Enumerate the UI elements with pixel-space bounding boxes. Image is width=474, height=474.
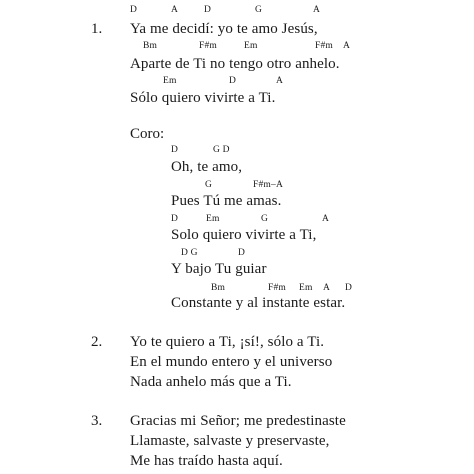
chord: F#m	[315, 41, 334, 51]
chord: A	[313, 5, 321, 15]
chord: D	[171, 145, 179, 155]
chord: D	[130, 5, 138, 15]
chord: D	[204, 5, 212, 15]
lyric-line: Yo te quiero a Ti, ¡sí!, sólo a Ti.	[130, 334, 325, 350]
lyric-line: Y bajo Tu guiar	[171, 261, 267, 277]
chord: Em	[299, 283, 313, 293]
chord: D	[171, 214, 179, 224]
chord: F#m	[199, 41, 218, 51]
chord: D	[238, 248, 246, 258]
lyric-line: Oh, te amo,	[171, 159, 243, 175]
lyric-line: Ya me decidí: yo te amo Jesús,	[130, 21, 318, 37]
chord: D	[229, 76, 237, 86]
chord: A	[343, 41, 351, 51]
lyric-line: Gracias mi Señor; me predestinaste	[130, 413, 346, 429]
chord: G	[261, 214, 269, 224]
lyric-line: En el mundo entero y el universo	[130, 354, 333, 370]
chord: Bm	[143, 41, 158, 51]
verse-number: 2.	[91, 334, 103, 350]
lyric-line: Nada anhelo más que a Ti.	[130, 374, 292, 390]
lyric-line: Constante y al instante estar.	[171, 295, 346, 311]
chord: Em	[163, 76, 177, 86]
chord: Em	[244, 41, 258, 51]
chord: A	[323, 283, 331, 293]
lyric-line: Me has traído hasta aquí.	[130, 453, 283, 469]
verse-number: 1.	[91, 21, 103, 37]
lyric-line: Solo quiero vivirte a Ti,	[171, 227, 317, 243]
chord: Em	[206, 214, 220, 224]
chord: A	[276, 76, 284, 86]
chord: F#m–A	[253, 180, 284, 190]
lyric-line: Pues Tú me amas.	[171, 193, 282, 209]
lyric-line: Llamaste, salvaste y preservaste,	[130, 433, 330, 449]
chord: G	[205, 180, 213, 190]
chord: D	[345, 283, 353, 293]
chord: G	[255, 5, 263, 15]
chord: A	[322, 214, 330, 224]
chord: D G	[181, 248, 198, 258]
chord: A	[171, 5, 179, 15]
chorus-label: Coro:	[130, 126, 165, 142]
chord: Bm	[211, 283, 226, 293]
lyric-line: Aparte de Ti no tengo otro anhelo.	[130, 56, 340, 72]
lyric-line: Sólo quiero vivirte a Ti.	[130, 90, 276, 106]
verse-number: 3.	[91, 413, 103, 429]
chord: F#m	[268, 283, 287, 293]
chord: G D	[213, 145, 230, 155]
